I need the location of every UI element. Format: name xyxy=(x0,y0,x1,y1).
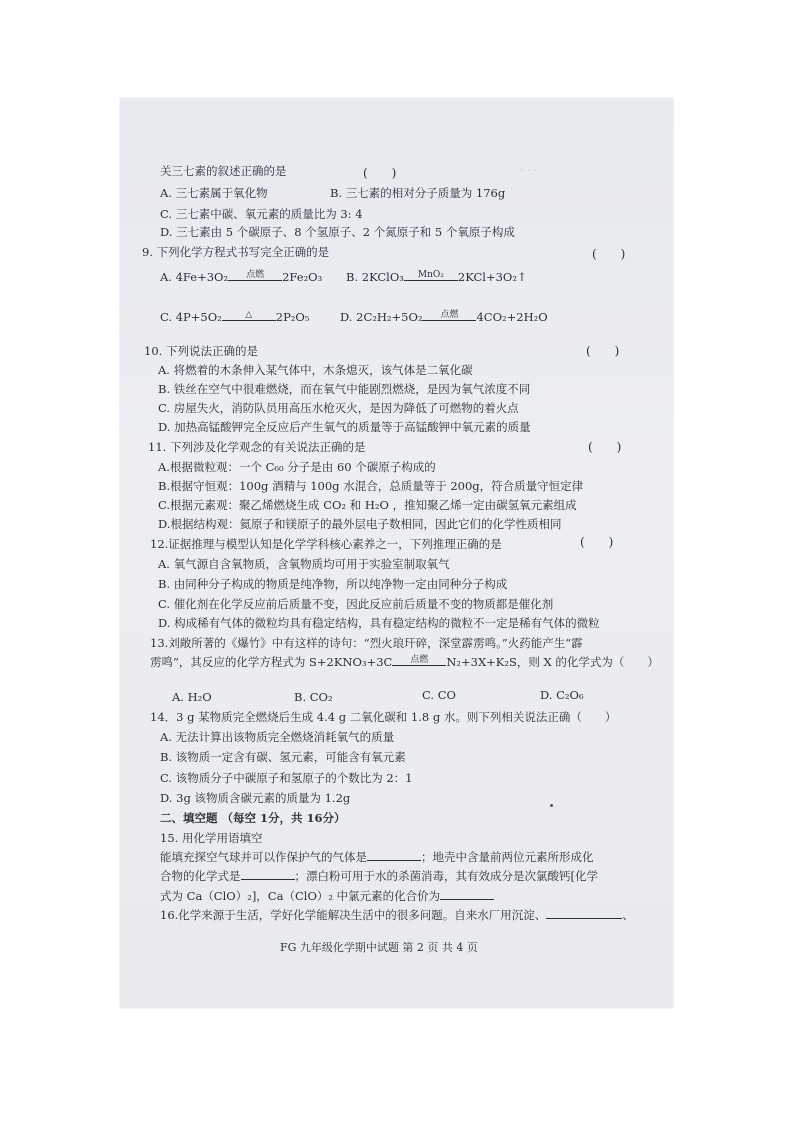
q10-option-b: B. 铁丝在空气中很难燃烧，而在氧气中能剧烈燃烧，是因为氧气浓度不同 xyxy=(158,382,531,396)
q9-c-reactants: C. 4P+5O₂ xyxy=(160,310,222,324)
q11-answer-paren: ( ) xyxy=(588,440,622,454)
q8-option-d: D. 三七素由 5 个碳原子、8 个氢原子、2 个氮原子和 5 个氧原子构成 xyxy=(160,225,515,239)
q11-option-b: B.根据守恒观：100g 酒精与 100g 水混合，总质量等于 200g，符合质量守恒定律 xyxy=(158,479,584,493)
q8-option-b: B. 三七素的相对分子质量为 176g xyxy=(330,186,506,200)
q9-option-d xyxy=(340,310,548,325)
q14-option-b: B. 该物质一定含有碳、氢元素，可能含有氧元素 xyxy=(160,750,406,764)
q14-option-a: A. 无法计算出该物质完全燃烧消耗氧气的质量 xyxy=(160,730,395,744)
q9-b-products: 2KCl+3O₂↑ xyxy=(457,270,527,284)
q15-line2-text-b: ；漂白粉可用于水的杀菌消毒，其有效成分是次氯酸钙[化学 xyxy=(294,869,598,883)
q15-blank-2[interactable] xyxy=(241,869,295,880)
q13-option-a: A. H₂O xyxy=(172,690,212,704)
exam-page xyxy=(120,98,673,1008)
q15-line2 xyxy=(160,869,598,884)
q11-option-a: A.根据微粒观：一个 C₆₀ 分子是由 60 个碳原子构成的 xyxy=(158,460,436,474)
q15-stem: 15. 用化学用语填空 xyxy=(160,831,263,845)
q12-stem: 12.证据推理与模型认知是化学学科核心素养之一，下列推理正确的是 xyxy=(150,537,502,551)
q9-c-condition: △ xyxy=(222,311,276,321)
q10-stem: 10. 下列说法正确的是 xyxy=(144,344,258,358)
q15-line1 xyxy=(160,850,594,865)
q13-option-b: B. CO₂ xyxy=(294,690,333,704)
q14-stem: 14．3 g 某物质完全燃烧后生成 4.4 g 二氧化碳和 1.8 g 水。则下列相关说法正确（ ） xyxy=(150,710,617,724)
ink-speck xyxy=(550,804,553,807)
q13-option-d: D. C₂O₆ xyxy=(540,688,584,702)
q14-option-d: D. 3g 该物质含碳元素的质量为 1.2g xyxy=(160,791,351,805)
q13-option-c: C. CO xyxy=(422,688,456,702)
q16-text: 16.化学来源于生活，学好化学能解决生活中的很多问题。自来水厂用沉淀、 xyxy=(160,908,547,922)
q9-stem: 9. 下列化学方程式书写完全正确的是 xyxy=(142,245,330,259)
q15-blank-3[interactable] xyxy=(440,889,494,900)
q13-condition: 点燃 xyxy=(392,656,446,666)
q13-products: N₂+3X+K₂S，则 X 的化学式为（ ） xyxy=(446,655,659,669)
q12-option-d: D. 构成稀有气体的微粒均具有稳定结构，具有稳定结构的微粒不一定是稀有气体的微粒 xyxy=(158,616,600,630)
q9-b-reactants: B. 2KClO₃ xyxy=(346,270,404,284)
q9-d-products: 4CO₂+2H₂O xyxy=(476,310,548,324)
q10-option-c: C. 房屋失火，消防队员用高压水枪灭火，是因为降低了可燃物的着火点 xyxy=(158,401,519,415)
q15-line3 xyxy=(160,889,494,904)
q9-option-c xyxy=(160,310,309,325)
q9-c-products: 2P₂O₅ xyxy=(275,310,310,324)
q9-a-condition: 点燃 xyxy=(228,271,282,281)
q8-option-a: A. 三七素属于氧化物 xyxy=(160,186,268,200)
q9-option-b xyxy=(346,270,527,285)
q16-stem xyxy=(160,908,634,923)
q13-stem-line2 xyxy=(150,655,659,670)
q15-blank-1[interactable] xyxy=(367,850,421,861)
q13-stem-line1: 13.刘敞所著的《爆竹》中有这样的诗句：“烈火琅玕碎，深堂霹雳鸣。”火药能产生“霹 xyxy=(150,636,583,650)
q10-option-d: D. 加热高锰酸钾完全反应后产生氧气的质量等于高锰酸钾中氧元素的质量 xyxy=(158,420,531,434)
q10-option-a: A. 将燃着的木条伸入某气体中，木条熄灭，该气体是二氧化碳 xyxy=(158,363,473,377)
q15-line1-text-b: ；地壳中含量前两位元素所形成化 xyxy=(421,850,594,864)
q8-stem: 关三七素的叙述正确的是 xyxy=(160,164,287,178)
page-footer: FG 九年级化学期中试题 第 2 页 共 4 页 xyxy=(280,941,478,954)
q15-line1-text-a: 能填充探空气球并可以作保护气的气体是 xyxy=(160,850,367,864)
q12-answer-paren: ( ) xyxy=(580,535,614,549)
q11-option-c: C.根据元素观：聚乙烯燃烧生成 CO₂ 和 H₂O ，推知聚乙烯一定由碳氢氧元素组成 xyxy=(158,498,577,512)
show-through-text: · · · xyxy=(520,164,538,177)
q8-answer-paren: ( ) xyxy=(363,166,397,180)
q9-a-reactants: A. 4Fe+3O₂ xyxy=(160,270,229,284)
q11-stem: 11. 下列涉及化学观念的有关说法正确的是 xyxy=(148,440,366,454)
q14-option-c: C. 该物质分子中碳原子和氢原子的个数比为 2：1 xyxy=(160,771,413,785)
q9-a-products: 2Fe₂O₃ xyxy=(282,270,323,284)
section-title-fill-in: 二、填空题 （每空 1分，共 16分） xyxy=(160,811,346,825)
q9-option-a xyxy=(160,270,322,285)
q8-option-c: C. 三七素中碳、氧元素的质量比为 3: 4 xyxy=(160,207,363,221)
q12-option-a: A. 氧气源自含氧物质，含氧物质均可用于实验室制取氧气 xyxy=(158,557,450,571)
q9-answer-paren: ( ) xyxy=(592,247,626,261)
q11-option-d: D.根据结构观：氦原子和镁原子的最外层电子数相同，因此它们的化学性质相同 xyxy=(158,517,562,531)
q15-line2-text-a: 合物的化学式是 xyxy=(160,869,241,883)
q10-answer-paren: ( ) xyxy=(586,344,620,358)
q16-tail: 、 xyxy=(622,908,634,922)
q13-reactants: 雳鸣”，其反应的化学方程式为 S+2KNO₃+3C xyxy=(150,655,393,669)
q16-blank-1[interactable] xyxy=(546,908,622,919)
q9-d-reactants: D. 2C₂H₂+5O₂ xyxy=(340,310,423,324)
q12-option-b: B. 由同种分子构成的物质是纯净物，所以纯净物一定由同种分子构成 xyxy=(158,577,508,591)
q9-d-condition: 点燃 xyxy=(422,311,476,321)
q12-option-c: C. 催化剂在化学反应前后质量不变，因此反应前后质量不变的物质都是催化剂 xyxy=(158,597,554,611)
q9-b-condition: MnO₂ xyxy=(404,271,458,281)
q15-line3-text-a: 式为 Ca（ClO）₂]，Ca（ClO）₂ 中氯元素的化合价为 xyxy=(160,889,441,903)
